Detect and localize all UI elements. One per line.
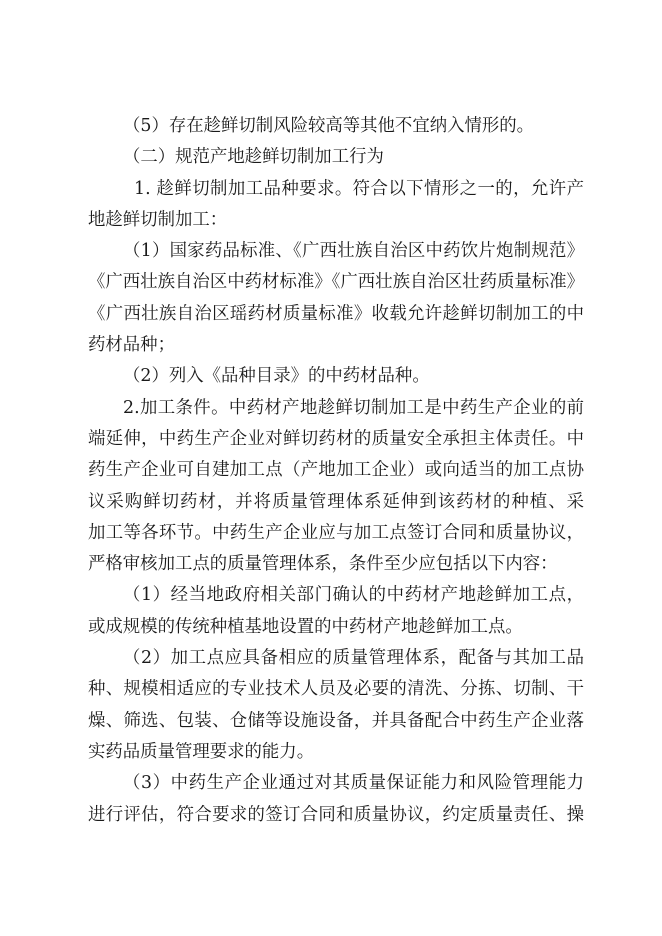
paragraph bbox=[88, 111, 584, 142]
text-line: （5）存在趁鲜切制风险较高等其他不宜纳入情形的。 bbox=[123, 116, 535, 136]
text-line: （二）规范产地趁鲜切制加工行为 bbox=[123, 147, 384, 168]
text-line: 1. 趁鲜切制加工品种要求。符合以下情形之一的，允许产 bbox=[134, 178, 584, 199]
text-line: （1）经当地政府相关部门确认的中药材产地趁鲜加工点， bbox=[123, 585, 584, 606]
text-line: 药材品种； bbox=[88, 335, 175, 356]
paragraph bbox=[88, 361, 584, 392]
text-line: 燥、筛选、包装、仓储等设施设备，并具备配合中药生产企业落 bbox=[88, 710, 584, 731]
text-line: 药生产企业可自建加工点（产地加工企业）或向适当的加工点协 bbox=[88, 460, 584, 481]
text-line: （3）中药生产企业通过对其质量保证能力和风险管理能力 bbox=[123, 773, 584, 794]
text-line: 种、规模相适应的专业技术人员及必要的清洗、分拣、切制、干 bbox=[88, 679, 584, 700]
text-line: 严格审核加工点的质量管理体系，条件至少应包括以下内容： bbox=[88, 554, 558, 575]
text-line: 2.加工条件。中药材产地趁鲜切制加工是中药生产企业的前 bbox=[123, 397, 584, 418]
document-body bbox=[88, 111, 584, 831]
text-line: （2）列入《品种目录》的中药材品种。 bbox=[123, 366, 430, 387]
text-line: 地趁鲜切制加工： bbox=[88, 209, 228, 230]
text-line: （1）国家药品标准、《广西壮族自治区中药饮片炮制规范》 bbox=[123, 241, 584, 262]
text-line: 《广西壮族自治区瑶药材质量标准》收载允许趁鲜切制加工的中 bbox=[88, 303, 584, 324]
text-line: （2）加工点应具备相应的质量管理体系，配备与其加工品 bbox=[123, 648, 584, 669]
paragraph bbox=[88, 580, 584, 643]
text-line: 议采购鲜切药材，并将质量管理体系延伸到该药材的种植、采 bbox=[88, 491, 584, 512]
text-line: 实药品质量管理要求的能力。 bbox=[88, 741, 315, 762]
paragraph bbox=[88, 393, 584, 581]
paragraph bbox=[88, 643, 584, 768]
text-line: 端延伸，中药生产企业对鲜切药材的质量安全承担主体责任。中 bbox=[88, 428, 584, 449]
text-line: 或成规模的传统种植基地设置的中药材产地趁鲜加工点。 bbox=[88, 616, 523, 637]
paragraph bbox=[88, 142, 584, 173]
text-line: 加工等各环节。中药生产企业应与加工点签订合同和质量协议， bbox=[88, 522, 584, 543]
paragraph bbox=[88, 174, 584, 237]
text-line: 进行评估，符合要求的签订合同和质量协议，约定质量责任、操 bbox=[88, 804, 584, 825]
text-line: 《广西壮族自治区中药材标准》《广西壮族自治区壮药质量标准》 bbox=[88, 272, 584, 293]
paragraph bbox=[88, 236, 584, 361]
paragraph bbox=[88, 768, 584, 831]
